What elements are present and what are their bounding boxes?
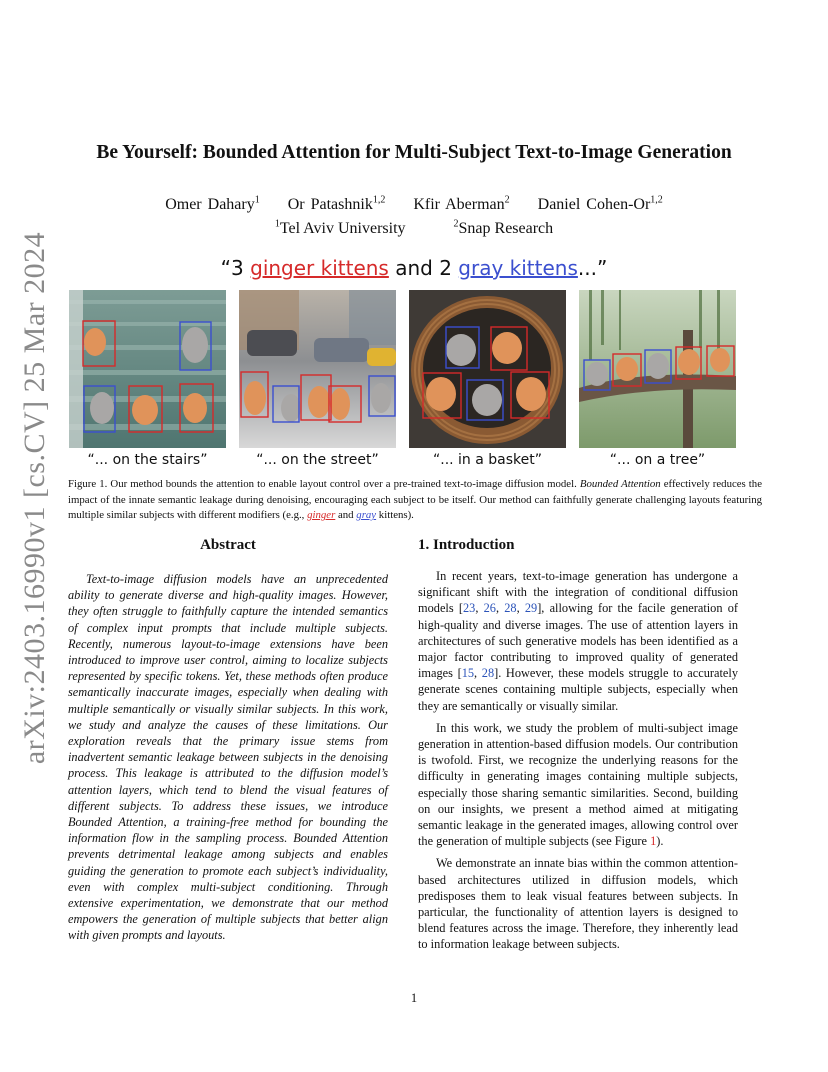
affiliation-2: $^2$Snap Research bbox=[453, 219, 554, 238]
basket-image bbox=[409, 290, 566, 448]
affiliation-1: $^1$Tel Aviv University bbox=[274, 219, 406, 238]
citation-link[interactable]: 15 bbox=[461, 666, 475, 681]
author-1: Omer Dahary$^1$ bbox=[165, 195, 260, 214]
stairs-image bbox=[69, 290, 226, 448]
figure-panel-street bbox=[239, 290, 396, 448]
affiliation-list bbox=[0, 219, 828, 238]
panel-caption-street: “... on the street” bbox=[256, 452, 379, 468]
figure-panel-basket bbox=[409, 290, 566, 448]
citation-link[interactable]: 28 bbox=[481, 666, 495, 681]
panel-caption-tree: “... on a tree” bbox=[609, 452, 706, 468]
figure-panel-tree bbox=[579, 290, 736, 448]
street-image bbox=[239, 290, 396, 448]
intro-paragraph-2: In this work, we study the problem of multi-subject image generation in attention-based diffusion models. Our contribution is twofold. First, we recognize the underlying reasons for the difficulty in generating images containing multiple subjects, especially those sharing semantic similarities. Second, building on our insights, we present a method aimed at mitigating semantic leakage in the generated images, allowing control over the generation of multiple subjects (see Figure 1). bbox=[418, 720, 738, 849]
prompt-gray-kittens: gray kittens bbox=[458, 256, 578, 280]
author-3: Kfir Aberman$^2$ bbox=[413, 195, 510, 214]
abstract-heading: Abstract bbox=[200, 537, 256, 553]
prompt-ginger-kittens: ginger kittens bbox=[250, 256, 389, 280]
author-2: Or Patashnik$^{1,2}$ bbox=[287, 195, 386, 214]
caption-ginger: ginger bbox=[307, 509, 336, 521]
citation-link[interactable]: 28 bbox=[504, 601, 517, 616]
panel-caption-basket: “... in a basket” bbox=[432, 452, 543, 468]
author-4: Daniel Cohen-Or$^{1,2}$ bbox=[537, 195, 663, 214]
figure-caption: Figure 1. Our method bounds the attention to enable layout control over a pre-trained text-to-image diffusion model. Bounded Attention effectively reduces the impact of the innate semantic leakage during denoising, encouraging each subject to be itself. Our method can faithfully generate challenging layouts featuring multiple similar subjects with different modifiers (e.g., ginger and gray kittens). bbox=[68, 478, 763, 521]
figure-prompt: “3 ginger kittens and 2 gray kittens...” bbox=[220, 256, 608, 280]
citation-link[interactable]: 26 bbox=[483, 601, 496, 616]
citation-link[interactable]: 23 bbox=[462, 601, 476, 616]
introduction-text bbox=[418, 568, 738, 959]
introduction-heading: 1. Introduction bbox=[418, 537, 515, 553]
figure-reference-link[interactable]: 1 bbox=[650, 834, 657, 849]
intro-paragraph-1: In recent years, text-to-image generation has undergone a significant shift with the integration of conditional diffusion models [23, 26, 28, 29], allowing for the facile generation of high-quality and diverse images. The use of attention layers in architectures of such generative models has been identified as a major factor contributing to improved quality of generated images [15, 28]. However, these models struggle to accurately generate scenes containing multiple subjects, especially when they are semantically or visually similar. bbox=[418, 569, 738, 713]
panel-caption-stairs: “... on the stairs” bbox=[87, 452, 208, 468]
figure-panel-stairs bbox=[69, 290, 226, 448]
arxiv-stamp-text: arXiv:2403.16990v1 [cs.CV] 25 Mar 2024 bbox=[18, 231, 51, 765]
citation-link[interactable]: 29 bbox=[524, 601, 538, 616]
author-list bbox=[0, 195, 828, 214]
paper-title: Be Yourself: Bounded Attention for Multi-Subject Text-to-Image Generation bbox=[96, 142, 732, 163]
abstract-text: Text-to-image diffusion models have an unprecedented ability to generate diverse and high-quality images. However, they often struggle to faithfully capture the intended semantics of complex input prompts that include multiple subjects. Recently, numerous layout-to-image extensions have been introduced to improve user control, aiming to localize subjects represented by specific tokens. Yet, these methods often produce semantically inaccurate images, especially when dealing with multiple semantically or visually similar subjects. In this work, we study and analyze the causes of these limitations. Our exploration reveals that the primary issue stems from inadvertent semantic leakage between subjects in the denoising process. This leakage is attributed to the diffusion model’s attention layers, which tend to blend the visual features of different subjects. To address these issues, we introduce Bounded Attention, a training-free method for bounding the information flow in the sampling process. Bounded Attention prevents detrimental leakage among subjects and enables guiding the generation to promote each subject’s individuality, even with complex multi-subject conditioning. Through extensive experimentation, we demonstrate that our method empowers the generation of multiple subjects that better align with given prompts and layouts. bbox=[68, 572, 388, 943]
caption-gray: gray bbox=[356, 509, 377, 521]
intro-paragraph-3: We demonstrate an innate bias within the common attention-based architectures utilized in diffusion models, which predisposes them to leak visual features between subjects. In particular, the functionality of attention layers is designed to blend features across the image. Therefore, they inherently lead to information leakage between subjects. bbox=[418, 856, 738, 952]
page-number: 1 bbox=[410, 991, 418, 1005]
tree-image bbox=[579, 290, 736, 448]
